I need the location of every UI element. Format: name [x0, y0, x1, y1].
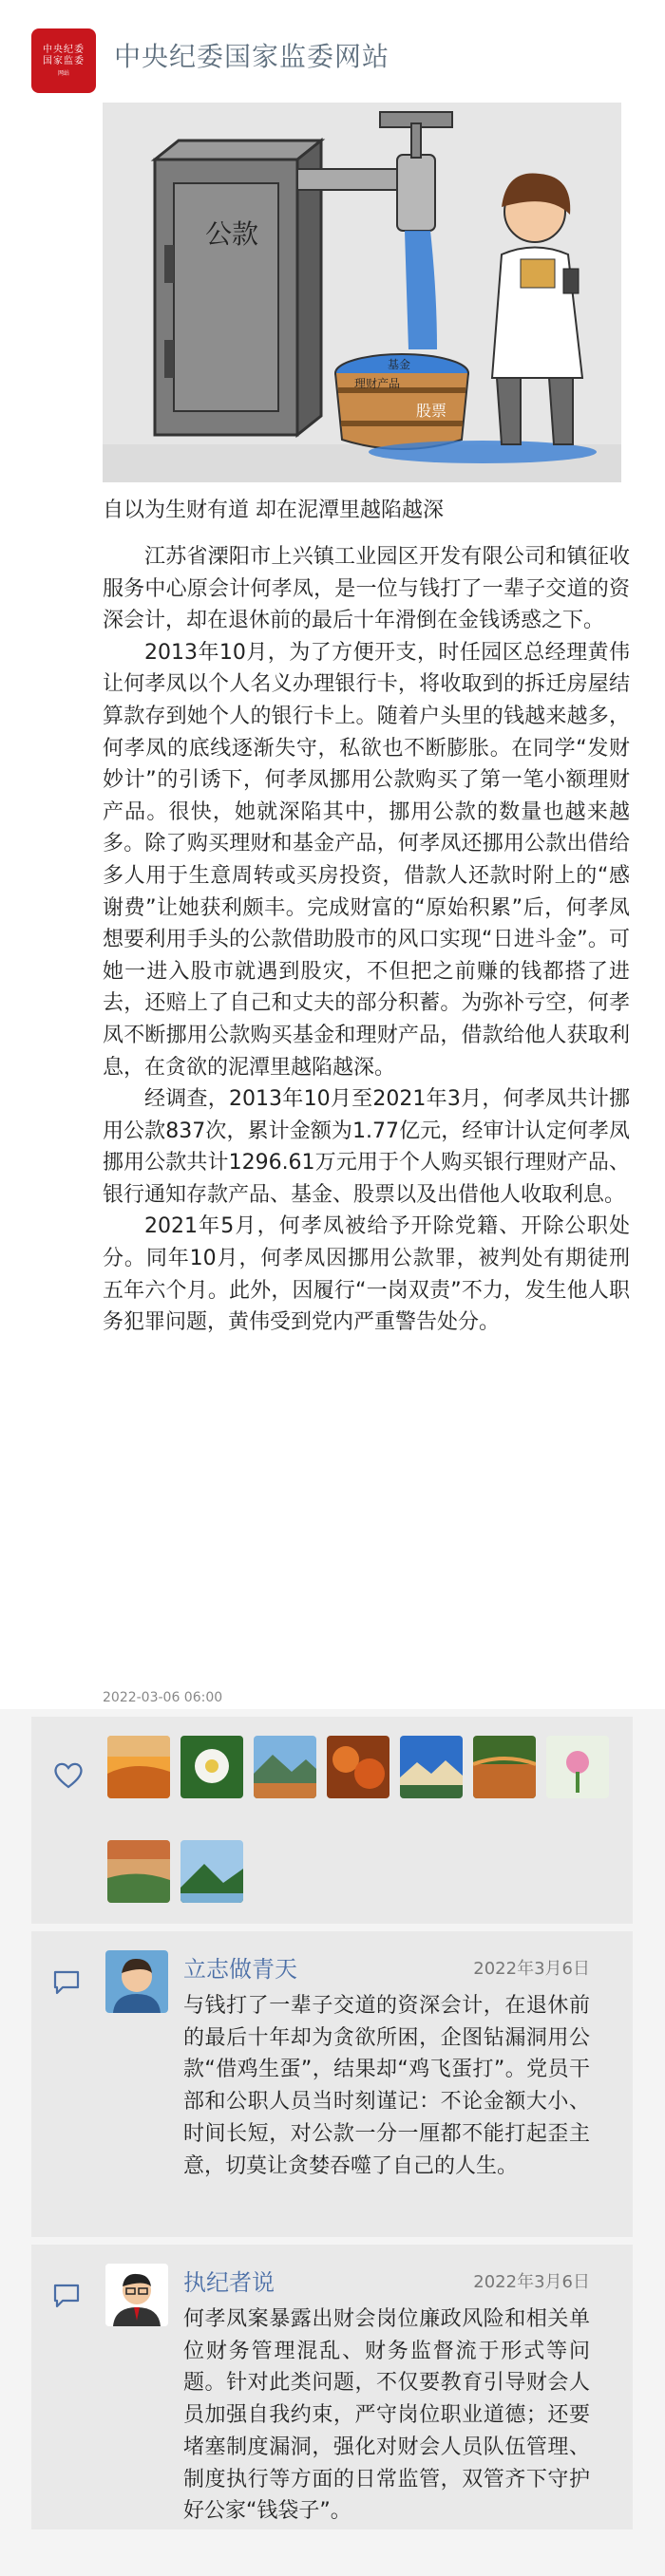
site-title[interactable]: 中央纪委国家监委网站	[114, 41, 390, 72]
likes-panel	[31, 1717, 633, 1924]
logo-text-line2: 国家监委	[43, 55, 85, 66]
article-paragraph: 江苏省溧阳市上兴镇工业园区开发有限公司和镇征收服务中心原会计何孝凤，是一位与钱打了一辈子交道的资深会计，却在退休前的最后十年滑倒在金钱诱惑之下。	[103, 545, 630, 633]
bucket-label-fund: 基金	[388, 358, 411, 371]
safe-graphic	[155, 141, 321, 435]
article-body	[103, 541, 630, 1339]
logo-text-line3: 网站	[57, 69, 69, 77]
comment-text: 何孝凤案暴露出财会岗位廉政风险和相关单位财务管理混乱、财务监督流于形式等问题。针对此类问题，不仅要教育引导财会人员加强自我约束，严守岗位职业道德；还要堵塞制度漏洞，强化对财会人员队伍管理、制度执行等方面的日常监管，双管齐下守护好公家“钱袋子”。	[183, 2307, 590, 2524]
publish-time: 2022-03-06 06:00	[103, 1690, 223, 1705]
site-logo[interactable]	[31, 28, 96, 93]
liker-avatar[interactable]	[327, 1736, 390, 1798]
liker-avatar[interactable]	[107, 1840, 170, 1903]
like-heart-icon[interactable]	[52, 1759, 85, 1792]
site-header	[0, 0, 665, 95]
bucket-label-wealth: 理财产品	[354, 377, 401, 390]
article-card	[0, 95, 665, 1709]
comment-date: 2022年3月6日	[473, 2272, 590, 2292]
article-illustration	[103, 103, 621, 482]
comment-card	[31, 2245, 633, 2529]
liker-avatar[interactable]	[473, 1736, 536, 1798]
commenter-name[interactable]: 立志做青天	[183, 1956, 297, 1983]
liker-avatar[interactable]	[180, 1736, 243, 1798]
logo-text-line1: 中央纪委	[43, 44, 85, 55]
bucket-label-stock: 股票	[416, 402, 447, 420]
article-paragraph: 2013年10月，为了方便开支，时任园区总经理黄伟让何孝凤以个人名义办理银行卡，将收取到的拆迁房屋结算款存到她个人的银行卡上。随着户头里的钱越来越多，何孝凤的底线逐渐失守，私欲也不断膨胀。在同学“发财妙计”的引诱下，何孝凤挪用公款购买了第一笔小额理财产品。很快，她就深陷其中，挪用公款的数量也越来越多。除了购买理财和基金产品，何孝凤还挪用公款出借给多人用于生意周转或买房投资，借款人还款时附上的“感谢费”让她获利颇丰。完成财富的“原始积累”后，何孝凤想要利用手头的公款借助股市的风口实现“日进斗金”。可她一进入股市就遇到股灾，不但把之前赚的钱都搭了进去，还赔上了自己和丈夫的部分积蓄。为弥补亏空，何孝凤不断挪用公款购买基金和理财产品，借款给他人获取利息，在贪欲的泥潭里越陷越深。	[103, 640, 630, 1080]
article-paragraph: 经调查，2013年10月至2021年3月，何孝凤共计挪用公款837次，累计金额为1.77亿元，经审计认定何孝凤挪用公款共计1296.61万元用于个人购买银行理财产品、银行通知存款产品、基金、股票以及出借他人收取利息。	[103, 1087, 630, 1207]
article-paragraph: 2021年5月，何孝凤被给予开除党籍、开除公职处分。同年10月，何孝凤因挪用公款罪，被判处有期徒刑五年六个月。此外，因履行“一岗双责”不力，发生他人职务犯罪问题，黄伟受到党内严重警告处分。	[103, 1214, 630, 1335]
article-headline: 自以为生财有道 却在泥潭里越陷越深	[103, 498, 444, 522]
liker-avatar[interactable]	[254, 1736, 316, 1798]
liker-avatar[interactable]	[180, 1840, 243, 1903]
safe-label: 公款	[205, 218, 259, 250]
commenter-name[interactable]: 执纪者说	[183, 2269, 275, 2296]
comment-icon[interactable]	[52, 1969, 81, 1996]
commenter-avatar[interactable]	[105, 2264, 168, 2326]
bucket-graphic	[335, 354, 468, 449]
comment-text: 与钱打了一辈子交道的资深会计，在退休前的最后十年却为贪欲所困，企图钻漏洞用公款“借鸡生蛋”，结果却“鸡飞蛋打”。党员干部和公职人员当时刻谨记：不论金额大小、时间长短，对公款一分一厘都不能打起歪主意，切莫让贪婪吞噬了自己的人生。	[183, 1994, 590, 2178]
liker-avatar[interactable]	[546, 1736, 609, 1798]
comment-card	[31, 1931, 633, 2237]
comment-icon[interactable]	[52, 2283, 81, 2309]
comment-date: 2022年3月6日	[473, 1959, 590, 1979]
liker-avatar[interactable]	[400, 1736, 463, 1798]
commenter-avatar[interactable]	[105, 1950, 168, 2013]
liker-avatar[interactable]	[107, 1736, 170, 1798]
